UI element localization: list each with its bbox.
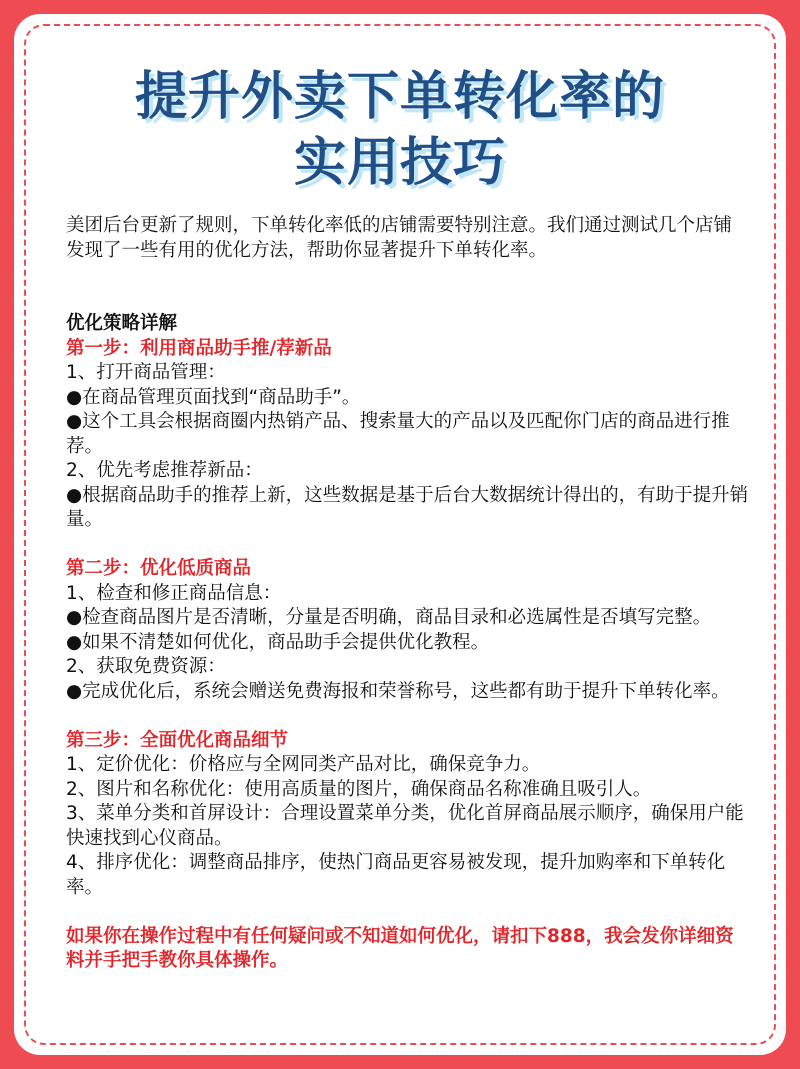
call-to-action: 如果你在操作过程中有任何疑问或不知道如何优化，请扣下888，我会发你详细资料并手把手教你具体操作。: [66, 925, 734, 971]
step1-heading: 第一步：利用商品助手推/荐新品: [66, 337, 332, 359]
page-title: [14, 64, 786, 196]
step2-heading: 第二步：优化低质商品: [66, 558, 252, 579]
title-line-1: 提升外卖下单转化率的: [134, 67, 665, 127]
intro-paragraph: 美团后台更新了规则，下单转化率低的店铺需要特别注意。我们通过测试几个店铺发现了一些有用的优化方法，帮助你显著提升下单转化率。: [66, 215, 733, 261]
article-body: [66, 214, 750, 974]
step1-line: ●这个工具会根据商圈内热销产品、搜索量大的产品以及匹配你门店的商品进行推荐。: [66, 411, 730, 457]
step3-line: 2、图片和名称优化：使用高质量的图片，确保商品名称准确且吸引人。: [66, 778, 652, 800]
step1-line: 1、打开商品管理：: [66, 362, 226, 383]
step1-line: ●在商品管理页面找到“商品助手”。: [66, 386, 361, 408]
step2-line: ●检查商品图片是否清晰，分量是否明确，商品目录和必选属性是否填写完整。: [66, 607, 712, 628]
step3-heading: 第三步：全面优化商品细节: [66, 729, 289, 751]
step2-line: 2、获取免费资源：: [66, 656, 226, 677]
step1-line: ●根据商品助手的推荐上新，这些数据是基于后台大数据统计得出的，有助于提升销量。: [66, 484, 749, 530]
section-heading: 优化策略详解: [66, 313, 178, 334]
step1-line: 2、优先考虑推荐新品：: [66, 460, 263, 481]
step3-line: 4、排序优化：调整商品排序，使热门商品更容易被发现，提升加购率和下单转化率。: [66, 852, 726, 898]
step2-line: 1、检查和修正商品信息：: [66, 582, 282, 604]
step2-line: ●完成优化后，系统会赠送免费海报和荣誉称号，这些都有助于提升下单转化率。: [66, 680, 730, 702]
step3-line: 1、定价优化：价格应与全网同类产品对比，确保竞争力。: [66, 754, 541, 775]
content-card: [14, 14, 786, 1055]
step2-line: ●如果不清楚如何优化，商品助手会提供优化教程。: [66, 631, 490, 653]
step3-line: 3、菜单分类和首屏设计：合理设置菜单分类，优化首屏商品展示顺序，确保用户能快速找到心仪商品。: [66, 803, 744, 849]
title-line-2: 实用技巧: [293, 133, 506, 193]
